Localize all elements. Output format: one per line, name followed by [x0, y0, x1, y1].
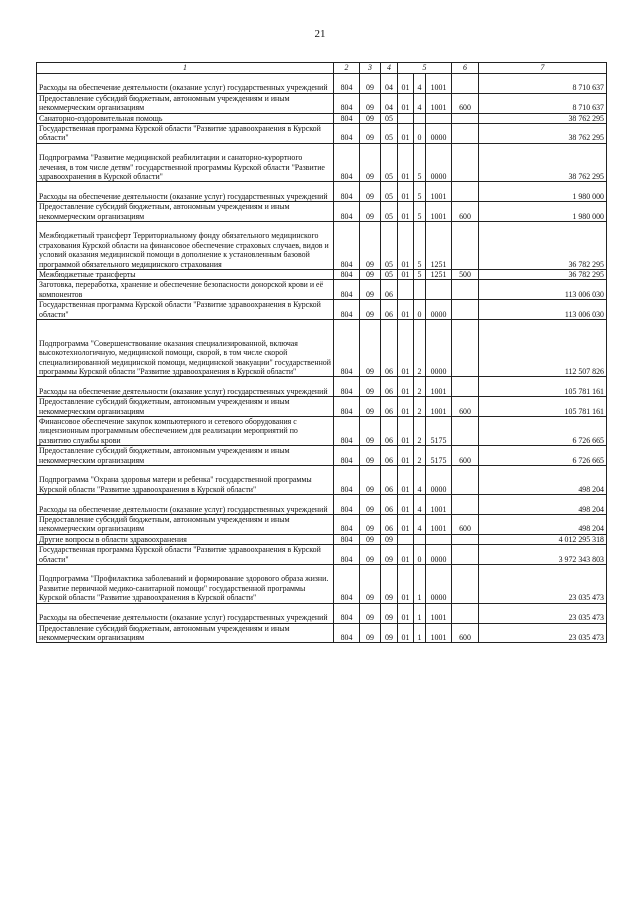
row-code-ministry: 804	[334, 182, 360, 202]
row-code-subsection: 05	[381, 113, 398, 123]
row-code-subprogram: 5	[414, 222, 426, 270]
row-name: Расходы на обеспечение деятельности (оказание услуг) государственных учреждений	[37, 182, 334, 202]
row-code-subsection: 09	[381, 534, 398, 544]
row-code-subsection: 06	[381, 515, 398, 535]
row-name: Государственная программа Курской области "Развитие здравоохранения в Курской области"	[37, 124, 334, 144]
row-code-program: 01	[398, 143, 414, 182]
row-code-subsection: 06	[381, 377, 398, 397]
row-code-ministry: 804	[334, 222, 360, 270]
row-code-section: 09	[360, 397, 381, 417]
table-row	[37, 377, 607, 397]
row-code-expense-type	[452, 565, 479, 604]
row-code-expense-type	[452, 143, 479, 182]
row-name: Предоставление субсидий бюджетным, автономным учреждениям и иным некоммерческим организациям	[37, 202, 334, 222]
row-code-direction: 0000	[426, 320, 452, 377]
row-code-section: 09	[360, 603, 381, 623]
row-code-section: 09	[360, 565, 381, 604]
row-code-subprogram: 4	[414, 93, 426, 113]
table-row	[37, 515, 607, 535]
row-code-ministry: 804	[334, 320, 360, 377]
row-code-section: 09	[360, 202, 381, 222]
row-amount: 8 710 637	[479, 93, 607, 113]
row-amount: 38 762 295	[479, 143, 607, 182]
row-code-program: 01	[398, 270, 414, 280]
row-code-ministry: 804	[334, 270, 360, 280]
row-code-subprogram: 4	[414, 466, 426, 495]
row-code-subprogram: 5	[414, 270, 426, 280]
row-name: Подпрограмма "Профилактика заболеваний и формирование здорового образа жизни. Развитие первичной медико-санитарной помощи" государственной программы Курской области "Развитие здравоохранения в Курской области"	[37, 565, 334, 604]
row-amount: 36 782 295	[479, 270, 607, 280]
row-code-expense-type	[452, 300, 479, 320]
row-code-subsection: 05	[381, 124, 398, 144]
row-code-subsection: 09	[381, 603, 398, 623]
row-name: Другие вопросы в области здравоохранения	[37, 534, 334, 544]
row-code-subsection: 09	[381, 565, 398, 604]
row-code-subsection: 05	[381, 222, 398, 270]
row-code-section: 09	[360, 446, 381, 466]
row-code-expense-type	[452, 182, 479, 202]
row-code-program: 01	[398, 74, 414, 94]
row-code-subsection: 06	[381, 466, 398, 495]
row-name: Санаторно-оздоровительная помощь	[37, 113, 334, 123]
row-code-program: 01	[398, 397, 414, 417]
row-code-subprogram: 1	[414, 623, 426, 643]
row-code-subprogram: 0	[414, 545, 426, 565]
row-code-section: 09	[360, 143, 381, 182]
row-code-ministry: 804	[334, 623, 360, 643]
table-row	[37, 124, 607, 144]
row-code-ministry: 804	[334, 565, 360, 604]
row-amount: 498 204	[479, 495, 607, 515]
table-row	[37, 534, 607, 544]
row-name: Заготовка, переработка, хранение и обеспечение безопасности донорской крови и её компонентов	[37, 280, 334, 300]
row-code-ministry: 804	[334, 515, 360, 535]
row-code-subsection: 06	[381, 446, 398, 466]
row-code-section: 09	[360, 495, 381, 515]
table-row	[37, 623, 607, 643]
header-col-1: 1	[37, 63, 334, 74]
table-row	[37, 417, 607, 446]
row-code-expense-type: 500	[452, 270, 479, 280]
row-code-ministry: 804	[334, 113, 360, 123]
row-code-direction: 1251	[426, 270, 452, 280]
table-row	[37, 143, 607, 182]
row-code-subprogram	[414, 113, 426, 123]
row-code-ministry: 804	[334, 495, 360, 515]
row-code-subprogram: 5	[414, 202, 426, 222]
row-code-program: 01	[398, 320, 414, 377]
row-name: Межбюджетный трансферт Территориальному фонду обязательного медицинского страхования Курской области на финансовое обеспечение страховых случаев, видов и условий оказания медицинской помощи в дополнение к установленным базовой программой обязательного медицинского страхования	[37, 222, 334, 270]
row-code-program: 01	[398, 300, 414, 320]
row-code-direction: 0000	[426, 300, 452, 320]
row-code-section: 09	[360, 515, 381, 535]
row-code-section: 09	[360, 377, 381, 397]
row-code-direction: 1001	[426, 515, 452, 535]
row-amount: 23 035 473	[479, 623, 607, 643]
row-code-expense-type	[452, 466, 479, 495]
row-amount: 23 035 473	[479, 565, 607, 604]
table-row	[37, 113, 607, 123]
row-code-expense-type	[452, 113, 479, 123]
row-amount: 1 980 000	[479, 182, 607, 202]
row-amount: 38 762 295	[479, 124, 607, 144]
row-code-direction: 0000	[426, 143, 452, 182]
row-amount: 113 006 030	[479, 300, 607, 320]
row-code-subprogram: 0	[414, 124, 426, 144]
row-code-program: 01	[398, 124, 414, 144]
table-row	[37, 545, 607, 565]
row-code-direction: 5175	[426, 446, 452, 466]
row-code-direction: 1001	[426, 93, 452, 113]
table-row	[37, 182, 607, 202]
row-code-program: 01	[398, 495, 414, 515]
row-amount: 38 762 295	[479, 113, 607, 123]
row-code-program	[398, 534, 414, 544]
row-code-direction: 1001	[426, 202, 452, 222]
row-code-direction: 1001	[426, 74, 452, 94]
row-code-direction: 1001	[426, 182, 452, 202]
row-amount: 23 035 473	[479, 603, 607, 623]
row-code-ministry: 804	[334, 417, 360, 446]
table-row	[37, 466, 607, 495]
row-code-direction: 0000	[426, 545, 452, 565]
row-name: Финансовое обеспечение закупок компьютерного и сетевого оборудования с лицензионным программным обеспечением для реализации мероприятий по развитию службы крови	[37, 417, 334, 446]
header-col-4: 4	[381, 63, 398, 74]
row-code-section: 09	[360, 320, 381, 377]
row-name: Расходы на обеспечение деятельности (оказание услуг) государственных учреждений	[37, 377, 334, 397]
row-code-expense-type	[452, 417, 479, 446]
row-code-subprogram: 4	[414, 74, 426, 94]
row-code-subprogram: 0	[414, 300, 426, 320]
row-code-expense-type	[452, 534, 479, 544]
header-row	[37, 63, 607, 74]
row-name: Предоставление субсидий бюджетным, автономным учреждениям и иным некоммерческим организациям	[37, 446, 334, 466]
row-code-subprogram: 1	[414, 565, 426, 604]
row-code-subprogram	[414, 280, 426, 300]
page-number: 21	[314, 28, 326, 40]
row-code-program: 01	[398, 93, 414, 113]
row-code-ministry: 804	[334, 545, 360, 565]
row-code-ministry: 804	[334, 603, 360, 623]
row-code-section: 09	[360, 545, 381, 565]
row-code-subprogram: 2	[414, 397, 426, 417]
row-code-section: 09	[360, 182, 381, 202]
row-code-program: 01	[398, 202, 414, 222]
row-name: Подпрограмма "Охрана здоровья матери и ребенка" государственной программы Курской области "Развитие здравоохранения в Курской области"	[37, 466, 334, 495]
budget-table	[36, 62, 607, 643]
row-code-subprogram: 4	[414, 515, 426, 535]
row-amount: 105 781 161	[479, 397, 607, 417]
table-row	[37, 222, 607, 270]
row-code-subprogram: 4	[414, 495, 426, 515]
row-code-subsection: 05	[381, 202, 398, 222]
row-code-ministry: 804	[334, 466, 360, 495]
header-col-6: 6	[452, 63, 479, 74]
row-code-expense-type	[452, 124, 479, 144]
row-code-subprogram: 2	[414, 377, 426, 397]
row-code-expense-type: 600	[452, 623, 479, 643]
row-name: Предоставление субсидий бюджетным, автономным учреждениям и иным некоммерческим организациям	[37, 623, 334, 643]
row-code-direction: 1251	[426, 222, 452, 270]
row-code-subsection: 06	[381, 280, 398, 300]
row-code-subsection: 06	[381, 417, 398, 446]
row-code-section: 09	[360, 124, 381, 144]
row-code-ministry: 804	[334, 202, 360, 222]
row-code-direction: 0000	[426, 565, 452, 604]
table-row	[37, 300, 607, 320]
row-amount: 498 204	[479, 515, 607, 535]
row-code-program: 01	[398, 377, 414, 397]
row-code-direction: 5175	[426, 417, 452, 446]
row-code-direction	[426, 280, 452, 300]
row-code-section: 09	[360, 113, 381, 123]
row-code-program: 01	[398, 417, 414, 446]
table-row	[37, 74, 607, 94]
row-code-direction: 1001	[426, 603, 452, 623]
row-code-subsection: 04	[381, 74, 398, 94]
row-amount: 498 204	[479, 466, 607, 495]
row-name: Государственная программа Курской области "Развитие здравоохранения в Курской области"	[37, 300, 334, 320]
row-code-program: 01	[398, 565, 414, 604]
row-code-program: 01	[398, 623, 414, 643]
table-row	[37, 495, 607, 515]
row-code-expense-type	[452, 74, 479, 94]
row-code-section: 09	[360, 417, 381, 446]
table-row	[37, 93, 607, 113]
row-code-expense-type: 600	[452, 202, 479, 222]
row-name: Государственная программа Курской области "Развитие здравоохранения в Курской области"	[37, 545, 334, 565]
row-amount: 8 710 637	[479, 74, 607, 94]
row-code-expense-type: 600	[452, 93, 479, 113]
row-code-ministry: 804	[334, 300, 360, 320]
row-code-subsection: 06	[381, 320, 398, 377]
row-code-program: 01	[398, 222, 414, 270]
row-code-section: 09	[360, 300, 381, 320]
row-code-section: 09	[360, 74, 381, 94]
row-code-expense-type	[452, 603, 479, 623]
row-code-ministry: 804	[334, 143, 360, 182]
header-col-7: 7	[479, 63, 607, 74]
row-code-ministry: 804	[334, 74, 360, 94]
row-code-subprogram	[414, 534, 426, 544]
row-code-direction: 0000	[426, 124, 452, 144]
row-name: Расходы на обеспечение деятельности (оказание услуг) государственных учреждений	[37, 74, 334, 94]
row-code-subsection: 05	[381, 143, 398, 182]
row-amount: 3 972 343 803	[479, 545, 607, 565]
table-row	[37, 565, 607, 604]
row-name: Предоставление субсидий бюджетным, автономным учреждениям и иным некоммерческим организациям	[37, 397, 334, 417]
header-col-3: 3	[360, 63, 381, 74]
row-code-direction: 1001	[426, 623, 452, 643]
row-code-section: 09	[360, 623, 381, 643]
row-code-program: 01	[398, 545, 414, 565]
row-code-subsection: 06	[381, 495, 398, 515]
row-code-direction: 1001	[426, 377, 452, 397]
row-code-ministry: 804	[334, 377, 360, 397]
row-code-section: 09	[360, 534, 381, 544]
row-code-expense-type: 600	[452, 446, 479, 466]
row-code-direction	[426, 534, 452, 544]
row-code-ministry: 804	[334, 446, 360, 466]
row-amount: 4 012 295 318	[479, 534, 607, 544]
row-code-expense-type	[452, 495, 479, 515]
row-amount: 113 006 030	[479, 280, 607, 300]
row-code-subsection: 09	[381, 623, 398, 643]
header-col-5: 5	[398, 63, 452, 74]
row-code-direction: 0000	[426, 466, 452, 495]
row-code-program: 01	[398, 466, 414, 495]
row-code-subprogram: 2	[414, 320, 426, 377]
row-code-program: 01	[398, 515, 414, 535]
row-code-subsection: 04	[381, 93, 398, 113]
row-code-section: 09	[360, 466, 381, 495]
row-code-program	[398, 280, 414, 300]
row-code-ministry: 804	[334, 534, 360, 544]
row-code-expense-type	[452, 280, 479, 300]
row-code-subprogram: 2	[414, 446, 426, 466]
row-amount: 105 781 161	[479, 377, 607, 397]
row-code-subprogram: 5	[414, 143, 426, 182]
table-row	[37, 202, 607, 222]
row-code-direction: 1001	[426, 495, 452, 515]
row-code-section: 09	[360, 270, 381, 280]
table-row	[37, 397, 607, 417]
row-code-expense-type: 600	[452, 515, 479, 535]
row-code-ministry: 804	[334, 124, 360, 144]
row-code-subsection: 06	[381, 397, 398, 417]
row-name: Подпрограмма "Совершенствование оказания специализированной, включая высокотехнологичную, медицинской помощи, скорой, в том числе скорой специализированной медицинской помощи, медицинской эвакуации" государственной программы Курской области "Развитие здравоохранения в Курской области"	[37, 320, 334, 377]
row-code-program	[398, 113, 414, 123]
row-code-direction: 1001	[426, 397, 452, 417]
row-name: Предоставление субсидий бюджетным, автономным учреждениям и иным некоммерческим организациям	[37, 515, 334, 535]
row-amount: 36 782 295	[479, 222, 607, 270]
table-row	[37, 270, 607, 280]
table-row	[37, 280, 607, 300]
row-code-direction	[426, 113, 452, 123]
row-code-expense-type: 600	[452, 397, 479, 417]
row-code-subsection: 09	[381, 545, 398, 565]
row-code-ministry: 804	[334, 397, 360, 417]
row-code-expense-type	[452, 545, 479, 565]
row-code-expense-type	[452, 320, 479, 377]
row-code-section: 09	[360, 222, 381, 270]
row-name: Расходы на обеспечение деятельности (оказание услуг) государственных учреждений	[37, 495, 334, 515]
row-code-program: 01	[398, 182, 414, 202]
row-amount: 6 726 665	[479, 417, 607, 446]
row-code-ministry: 804	[334, 280, 360, 300]
row-code-section: 09	[360, 93, 381, 113]
row-name: Предоставление субсидий бюджетным, автономным учреждениям и иным некоммерческим организациям	[37, 93, 334, 113]
row-name: Межбюджетные трансферты	[37, 270, 334, 280]
row-code-subsection: 05	[381, 270, 398, 280]
row-code-expense-type	[452, 222, 479, 270]
table-row	[37, 603, 607, 623]
row-code-program: 01	[398, 603, 414, 623]
row-code-subprogram: 2	[414, 417, 426, 446]
row-amount: 1 980 000	[479, 202, 607, 222]
row-code-program: 01	[398, 446, 414, 466]
header-col-2: 2	[334, 63, 360, 74]
row-name: Расходы на обеспечение деятельности (оказание услуг) государственных учреждений	[37, 603, 334, 623]
row-code-ministry: 804	[334, 93, 360, 113]
row-code-subprogram: 1	[414, 603, 426, 623]
row-code-expense-type	[452, 377, 479, 397]
table-row	[37, 320, 607, 377]
row-code-subsection: 05	[381, 182, 398, 202]
row-amount: 112 507 826	[479, 320, 607, 377]
row-name: Подпрограмма "Развитие медицинской реабилитации и санаторно-курортного лечения, в том числе детям" государственной программы Курской области "Развитие здравоохранения в Курской области"	[37, 143, 334, 182]
row-amount: 6 726 665	[479, 446, 607, 466]
row-code-subprogram: 5	[414, 182, 426, 202]
table-row	[37, 446, 607, 466]
row-code-subsection: 06	[381, 300, 398, 320]
row-code-section: 09	[360, 280, 381, 300]
